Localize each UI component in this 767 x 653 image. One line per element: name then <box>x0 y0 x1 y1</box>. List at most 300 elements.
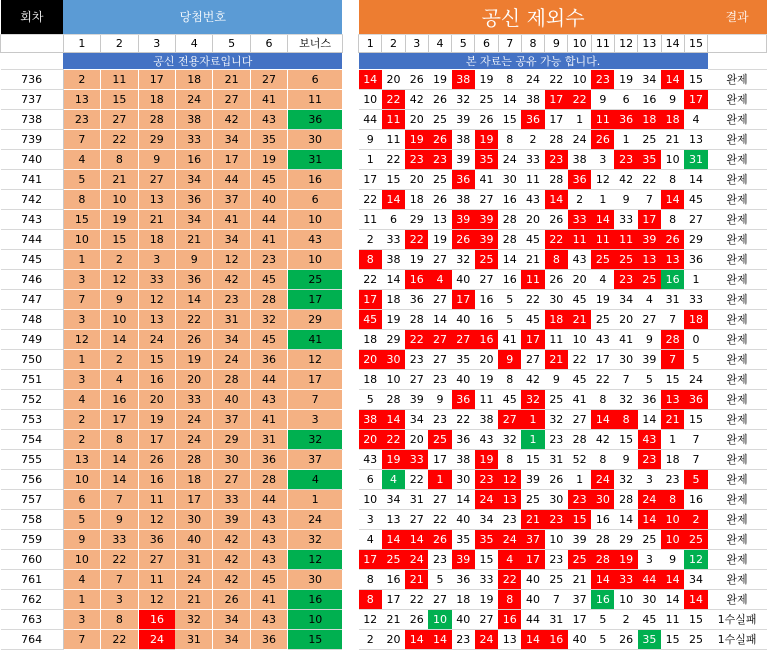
exclusion-number-cell[interactable]: 23 <box>638 449 661 469</box>
exclusion-number-cell[interactable]: 38 <box>452 189 475 209</box>
exclusion-number-cell[interactable]: 31 <box>545 609 568 629</box>
winning-number-cell[interactable]: 31 <box>175 629 212 649</box>
winning-number-cell[interactable]: 2 <box>63 409 100 429</box>
bonus-cell[interactable]: 24 <box>288 509 343 529</box>
exclusion-number-cell[interactable]: 21 <box>405 569 428 589</box>
exclusion-number-cell[interactable]: 20 <box>475 349 498 369</box>
exclusion-number-cell[interactable]: 26 <box>405 69 428 89</box>
winning-number-cell[interactable]: 42 <box>213 109 250 129</box>
exclusion-number-cell[interactable]: 39 <box>452 209 475 229</box>
exclusion-number-cell[interactable]: 35 <box>475 149 498 169</box>
winning-number-cell[interactable]: 33 <box>138 269 175 289</box>
bonus-cell[interactable]: 4 <box>288 469 343 489</box>
exclusion-number-cell[interactable]: 39 <box>452 149 475 169</box>
winning-number-cell[interactable]: 9 <box>101 509 138 529</box>
exclusion-number-cell[interactable]: 40 <box>521 589 544 609</box>
winning-number-cell[interactable]: 7 <box>63 629 100 649</box>
exclusion-number-cell[interactable]: 17 <box>568 609 591 629</box>
result-cell[interactable]: 완제 <box>708 329 767 349</box>
exclusion-number-cell[interactable]: 9 <box>661 89 684 109</box>
winning-number-cell[interactable]: 15 <box>101 89 138 109</box>
winning-number-cell[interactable]: 16 <box>101 389 138 409</box>
winning-number-cell[interactable]: 43 <box>250 549 287 569</box>
exclusion-number-cell[interactable]: 22 <box>568 89 591 109</box>
exclusion-number-cell[interactable]: 5 <box>359 389 382 409</box>
bonus-cell[interactable]: 17 <box>288 369 343 389</box>
winning-number-cell[interactable]: 43 <box>250 389 287 409</box>
winning-number-cell[interactable]: 2 <box>101 249 138 269</box>
exclusion-number-cell[interactable]: 3 <box>359 509 382 529</box>
exclusion-number-cell[interactable]: 26 <box>545 269 568 289</box>
round-cell[interactable]: 738 <box>1 109 64 129</box>
exclusion-number-cell[interactable]: 23 <box>545 149 568 169</box>
exclusion-number-cell[interactable]: 36 <box>638 389 661 409</box>
winning-number-cell[interactable]: 44 <box>250 209 287 229</box>
exclusion-number-cell[interactable]: 13 <box>661 249 684 269</box>
exclusion-number-cell[interactable]: 7 <box>638 189 661 209</box>
round-cell[interactable]: 743 <box>1 209 64 229</box>
round-cell[interactable]: 742 <box>1 189 64 209</box>
winning-number-cell[interactable]: 13 <box>63 89 100 109</box>
exclusion-number-cell[interactable]: 45 <box>568 369 591 389</box>
exclusion-number-cell[interactable]: 27 <box>498 409 521 429</box>
winning-number-cell[interactable]: 26 <box>138 449 175 469</box>
exclusion-number-cell[interactable]: 14 <box>428 629 451 649</box>
result-cell[interactable]: 완제 <box>708 89 767 109</box>
winning-number-cell[interactable]: 23 <box>250 249 287 269</box>
exclusion-number-cell[interactable]: 16 <box>475 309 498 329</box>
winning-number-cell[interactable]: 27 <box>250 69 287 89</box>
round-cell[interactable]: 736 <box>1 69 64 89</box>
winning-number-cell[interactable]: 41 <box>250 589 287 609</box>
winning-number-cell[interactable]: 43 <box>250 529 287 549</box>
winning-number-cell[interactable]: 17 <box>138 69 175 89</box>
exclusion-number-cell[interactable]: 16 <box>498 189 521 209</box>
exclusion-number-cell[interactable]: 44 <box>359 109 382 129</box>
winning-number-cell[interactable]: 3 <box>138 249 175 269</box>
exclusion-number-cell[interactable]: 26 <box>405 609 428 629</box>
winning-number-cell[interactable]: 10 <box>101 309 138 329</box>
exclusion-number-cell[interactable]: 7 <box>684 449 707 469</box>
exclusion-number-cell[interactable]: 14 <box>405 629 428 649</box>
exclusion-number-cell[interactable]: 8 <box>498 69 521 89</box>
exclusion-number-cell[interactable]: 17 <box>545 89 568 109</box>
exclusion-number-cell[interactable]: 23 <box>614 269 637 289</box>
exclusion-number-cell[interactable]: 16 <box>684 489 707 509</box>
exclusion-number-cell[interactable]: 39 <box>452 109 475 129</box>
winning-number-cell[interactable]: 9 <box>138 149 175 169</box>
exclusion-number-cell[interactable]: 14 <box>545 189 568 209</box>
exclusion-number-cell[interactable]: 20 <box>359 349 382 369</box>
winning-number-cell[interactable]: 22 <box>101 129 138 149</box>
exclusion-number-cell[interactable]: 25 <box>684 629 707 649</box>
exclusion-number-cell[interactable]: 15 <box>614 429 637 449</box>
winning-number-cell[interactable]: 4 <box>63 389 100 409</box>
winning-number-cell[interactable]: 29 <box>138 129 175 149</box>
exclusion-number-cell[interactable]: 38 <box>359 409 382 429</box>
result-cell[interactable]: 완제 <box>708 449 767 469</box>
winning-number-cell[interactable]: 17 <box>175 489 212 509</box>
winning-number-cell[interactable]: 33 <box>101 529 138 549</box>
exclusion-number-cell[interactable]: 20 <box>568 269 591 289</box>
winning-number-cell[interactable]: 36 <box>250 629 287 649</box>
exclusion-number-cell[interactable]: 8 <box>359 249 382 269</box>
exclusion-number-cell[interactable]: 35 <box>475 529 498 549</box>
exclusion-number-cell[interactable]: 34 <box>382 489 405 509</box>
exclusion-number-cell[interactable]: 33 <box>568 209 591 229</box>
winning-number-cell[interactable]: 30 <box>213 449 250 469</box>
round-cell[interactable]: 763 <box>1 609 64 629</box>
exclusion-number-cell[interactable]: 34 <box>684 569 707 589</box>
exclusion-number-cell[interactable]: 33 <box>405 449 428 469</box>
exclusion-number-cell[interactable]: 10 <box>661 529 684 549</box>
exclusion-number-cell[interactable]: 4 <box>359 529 382 549</box>
result-cell[interactable]: 완제 <box>708 69 767 89</box>
winning-number-cell[interactable]: 10 <box>63 469 100 489</box>
exclusion-number-cell[interactable]: 16 <box>661 269 684 289</box>
exclusion-number-cell[interactable]: 11 <box>382 129 405 149</box>
round-cell[interactable]: 754 <box>1 429 64 449</box>
result-cell[interactable]: 완제 <box>708 169 767 189</box>
exclusion-number-cell[interactable]: 13 <box>498 629 521 649</box>
exclusion-number-cell[interactable]: 4 <box>382 469 405 489</box>
exclusion-number-cell[interactable]: 1 <box>661 429 684 449</box>
exclusion-number-cell[interactable]: 14 <box>405 529 428 549</box>
winning-number-cell[interactable]: 2 <box>101 349 138 369</box>
winning-number-cell[interactable]: 19 <box>250 149 287 169</box>
exclusion-number-cell[interactable]: 27 <box>452 329 475 349</box>
exclusion-number-cell[interactable]: 9 <box>638 329 661 349</box>
exclusion-number-cell[interactable]: 17 <box>452 289 475 309</box>
exclusion-number-cell[interactable]: 45 <box>521 309 544 329</box>
exclusion-number-cell[interactable]: 14 <box>428 309 451 329</box>
exclusion-number-cell[interactable]: 11 <box>521 169 544 189</box>
exclusion-number-cell[interactable]: 28 <box>382 389 405 409</box>
exclusion-number-cell[interactable]: 9 <box>545 369 568 389</box>
exclusion-number-cell[interactable]: 25 <box>638 529 661 549</box>
round-cell[interactable]: 758 <box>1 509 64 529</box>
exclusion-number-cell[interactable]: 27 <box>428 589 451 609</box>
exclusion-number-cell[interactable]: 28 <box>568 429 591 449</box>
exclusion-number-cell[interactable]: 18 <box>359 369 382 389</box>
exclusion-number-cell[interactable]: 19 <box>428 229 451 249</box>
exclusion-number-cell[interactable]: 33 <box>475 569 498 589</box>
winning-number-cell[interactable]: 26 <box>175 329 212 349</box>
winning-number-cell[interactable]: 45 <box>250 569 287 589</box>
exclusion-number-cell[interactable]: 45 <box>638 609 661 629</box>
exclusion-number-cell[interactable]: 24 <box>591 469 614 489</box>
winning-number-cell[interactable]: 44 <box>250 489 287 509</box>
exclusion-number-cell[interactable]: 18 <box>638 109 661 129</box>
result-cell[interactable]: 완제 <box>708 249 767 269</box>
winning-number-cell[interactable]: 31 <box>213 309 250 329</box>
exclusion-number-cell[interactable]: 33 <box>521 149 544 169</box>
exclusion-number-cell[interactable]: 31 <box>661 289 684 309</box>
result-cell[interactable]: 완제 <box>708 589 767 609</box>
exclusion-number-cell[interactable]: 12 <box>591 169 614 189</box>
exclusion-number-cell[interactable]: 26 <box>591 129 614 149</box>
winning-number-cell[interactable]: 1 <box>63 249 100 269</box>
exclusion-number-cell[interactable]: 15 <box>684 69 707 89</box>
exclusion-number-cell[interactable]: 14 <box>661 69 684 89</box>
winning-number-cell[interactable]: 34 <box>213 229 250 249</box>
exclusion-number-cell[interactable]: 37 <box>521 529 544 549</box>
exclusion-number-cell[interactable]: 8 <box>661 209 684 229</box>
exclusion-number-cell[interactable]: 8 <box>661 169 684 189</box>
exclusion-number-cell[interactable]: 28 <box>591 549 614 569</box>
result-cell[interactable]: 완제 <box>708 569 767 589</box>
exclusion-number-cell[interactable]: 14 <box>638 509 661 529</box>
exclusion-number-cell[interactable]: 22 <box>359 269 382 289</box>
exclusion-number-cell[interactable]: 1 <box>568 109 591 129</box>
exclusion-number-cell[interactable]: 30 <box>452 469 475 489</box>
exclusion-number-cell[interactable]: 13 <box>684 129 707 149</box>
exclusion-number-cell[interactable]: 45 <box>498 389 521 409</box>
winning-number-cell[interactable]: 28 <box>138 109 175 129</box>
exclusion-number-cell[interactable]: 2 <box>359 229 382 249</box>
exclusion-number-cell[interactable]: 38 <box>568 149 591 169</box>
round-cell[interactable]: 745 <box>1 249 64 269</box>
exclusion-number-cell[interactable]: 30 <box>545 289 568 309</box>
winning-number-cell[interactable]: 27 <box>138 169 175 189</box>
exclusion-number-cell[interactable]: 17 <box>359 549 382 569</box>
exclusion-number-cell[interactable]: 9 <box>428 389 451 409</box>
exclusion-number-cell[interactable]: 20 <box>359 429 382 449</box>
exclusion-number-cell[interactable]: 23 <box>498 509 521 529</box>
exclusion-number-cell[interactable]: 22 <box>545 69 568 89</box>
exclusion-number-cell[interactable]: 14 <box>382 409 405 429</box>
exclusion-number-cell[interactable]: 38 <box>475 409 498 429</box>
exclusion-number-cell[interactable]: 23 <box>545 509 568 529</box>
exclusion-number-cell[interactable]: 22 <box>405 589 428 609</box>
exclusion-number-cell[interactable]: 23 <box>405 349 428 369</box>
exclusion-number-cell[interactable]: 8 <box>591 389 614 409</box>
bonus-cell[interactable]: 36 <box>288 109 343 129</box>
exclusion-number-cell[interactable]: 7 <box>545 589 568 609</box>
exclusion-number-cell[interactable]: 29 <box>382 329 405 349</box>
winning-number-cell[interactable]: 21 <box>213 69 250 89</box>
result-cell[interactable]: 완제 <box>708 429 767 449</box>
round-cell[interactable]: 749 <box>1 329 64 349</box>
winning-number-cell[interactable]: 35 <box>250 129 287 149</box>
exclusion-number-cell[interactable]: 27 <box>428 329 451 349</box>
winning-number-cell[interactable]: 6 <box>63 489 100 509</box>
exclusion-number-cell[interactable]: 17 <box>521 549 544 569</box>
exclusion-number-cell[interactable]: 35 <box>452 349 475 369</box>
exclusion-number-cell[interactable]: 30 <box>638 589 661 609</box>
winning-number-cell[interactable]: 24 <box>138 329 175 349</box>
exclusion-number-cell[interactable]: 9 <box>614 449 637 469</box>
exclusion-number-cell[interactable]: 6 <box>614 89 637 109</box>
exclusion-number-cell[interactable]: 44 <box>521 609 544 629</box>
exclusion-number-cell[interactable]: 21 <box>661 129 684 149</box>
exclusion-number-cell[interactable]: 6 <box>382 209 405 229</box>
exclusion-number-cell[interactable]: 26 <box>428 529 451 549</box>
exclusion-number-cell[interactable]: 2 <box>359 629 382 649</box>
winning-number-cell[interactable]: 33 <box>175 389 212 409</box>
exclusion-number-cell[interactable]: 27 <box>405 509 428 529</box>
exclusion-number-cell[interactable]: 22 <box>638 169 661 189</box>
exclusion-number-cell[interactable]: 25 <box>382 549 405 569</box>
exclusion-number-cell[interactable]: 19 <box>405 129 428 149</box>
exclusion-number-cell[interactable]: 8 <box>359 569 382 589</box>
exclusion-number-cell[interactable]: 19 <box>475 449 498 469</box>
exclusion-number-cell[interactable]: 15 <box>661 629 684 649</box>
exclusion-number-cell[interactable]: 25 <box>428 429 451 449</box>
exclusion-number-cell[interactable]: 22 <box>405 469 428 489</box>
winning-number-cell[interactable]: 17 <box>101 409 138 429</box>
exclusion-number-cell[interactable]: 8 <box>661 489 684 509</box>
exclusion-number-cell[interactable]: 24 <box>521 69 544 89</box>
bonus-cell[interactable]: 6 <box>288 189 343 209</box>
winning-number-cell[interactable]: 36 <box>250 349 287 369</box>
exclusion-number-cell[interactable]: 39 <box>568 529 591 549</box>
exclusion-number-cell[interactable]: 28 <box>405 309 428 329</box>
winning-number-cell[interactable]: 19 <box>101 209 138 229</box>
winning-number-cell[interactable]: 14 <box>101 449 138 469</box>
exclusion-number-cell[interactable]: 32 <box>545 409 568 429</box>
exclusion-number-cell[interactable]: 16 <box>498 609 521 629</box>
round-cell[interactable]: 753 <box>1 409 64 429</box>
winning-number-cell[interactable]: 12 <box>213 249 250 269</box>
winning-number-cell[interactable]: 11 <box>138 569 175 589</box>
exclusion-number-cell[interactable]: 6 <box>359 469 382 489</box>
exclusion-number-cell[interactable]: 4 <box>684 109 707 129</box>
result-cell[interactable]: 완제 <box>708 409 767 429</box>
exclusion-number-cell[interactable]: 30 <box>382 349 405 369</box>
exclusion-number-cell[interactable]: 21 <box>568 569 591 589</box>
exclusion-number-cell[interactable]: 14 <box>498 89 521 109</box>
exclusion-number-cell[interactable]: 13 <box>428 209 451 229</box>
exclusion-number-cell[interactable]: 39 <box>405 389 428 409</box>
winning-number-cell[interactable]: 16 <box>175 149 212 169</box>
winning-number-cell[interactable]: 18 <box>175 69 212 89</box>
exclusion-number-cell[interactable]: 17 <box>521 329 544 349</box>
winning-number-cell[interactable]: 15 <box>101 229 138 249</box>
winning-number-cell[interactable]: 9 <box>63 529 100 549</box>
exclusion-number-cell[interactable]: 41 <box>568 389 591 409</box>
winning-number-cell[interactable]: 18 <box>138 229 175 249</box>
exclusion-number-cell[interactable]: 40 <box>521 569 544 589</box>
exclusion-number-cell[interactable]: 32 <box>521 389 544 409</box>
exclusion-number-cell[interactable]: 27 <box>428 289 451 309</box>
exclusion-number-cell[interactable]: 23 <box>405 149 428 169</box>
exclusion-number-cell[interactable]: 15 <box>684 409 707 429</box>
winning-number-cell[interactable]: 45 <box>250 329 287 349</box>
exclusion-number-cell[interactable]: 15 <box>684 609 707 629</box>
winning-number-cell[interactable]: 23 <box>63 109 100 129</box>
exclusion-number-cell[interactable]: 16 <box>591 589 614 609</box>
result-cell[interactable]: 완제 <box>708 549 767 569</box>
exclusion-number-cell[interactable]: 24 <box>568 129 591 149</box>
exclusion-number-cell[interactable]: 25 <box>475 249 498 269</box>
exclusion-number-cell[interactable]: 25 <box>428 109 451 129</box>
winning-number-cell[interactable]: 24 <box>138 629 175 649</box>
exclusion-number-cell[interactable]: 19 <box>591 289 614 309</box>
winning-number-cell[interactable]: 4 <box>63 149 100 169</box>
exclusion-number-cell[interactable]: 10 <box>661 509 684 529</box>
exclusion-number-cell[interactable]: 28 <box>661 329 684 349</box>
exclusion-number-cell[interactable]: 10 <box>568 329 591 349</box>
winning-number-cell[interactable]: 21 <box>101 169 138 189</box>
bonus-cell[interactable]: 41 <box>288 329 343 349</box>
round-cell[interactable]: 740 <box>1 149 64 169</box>
winning-number-cell[interactable]: 44 <box>250 369 287 389</box>
winning-number-cell[interactable]: 4 <box>101 369 138 389</box>
exclusion-number-cell[interactable]: 39 <box>452 549 475 569</box>
exclusion-number-cell[interactable]: 15 <box>382 169 405 189</box>
winning-number-cell[interactable]: 39 <box>213 509 250 529</box>
exclusion-number-cell[interactable]: 27 <box>521 349 544 369</box>
exclusion-number-cell[interactable]: 38 <box>452 69 475 89</box>
winning-number-cell[interactable]: 34 <box>175 169 212 189</box>
exclusion-number-cell[interactable]: 39 <box>521 469 544 489</box>
exclusion-number-cell[interactable]: 43 <box>475 429 498 449</box>
bonus-cell[interactable]: 12 <box>288 549 343 569</box>
winning-number-cell[interactable]: 8 <box>101 609 138 629</box>
result-cell[interactable]: 완제 <box>708 509 767 529</box>
exclusion-number-cell[interactable]: 29 <box>684 229 707 249</box>
exclusion-number-cell[interactable]: 42 <box>614 169 637 189</box>
round-cell[interactable]: 739 <box>1 129 64 149</box>
winning-number-cell[interactable]: 33 <box>175 129 212 149</box>
exclusion-number-cell[interactable]: 1 <box>614 129 637 149</box>
exclusion-number-cell[interactable]: 14 <box>591 409 614 429</box>
exclusion-number-cell[interactable]: 11 <box>475 389 498 409</box>
exclusion-number-cell[interactable]: 20 <box>405 429 428 449</box>
exclusion-number-cell[interactable]: 30 <box>498 169 521 189</box>
round-cell[interactable]: 751 <box>1 369 64 389</box>
exclusion-number-cell[interactable]: 43 <box>521 189 544 209</box>
exclusion-number-cell[interactable]: 15 <box>475 549 498 569</box>
winning-number-cell[interactable]: 37 <box>213 189 250 209</box>
bonus-cell[interactable]: 31 <box>288 149 343 169</box>
exclusion-number-cell[interactable]: 36 <box>684 389 707 409</box>
round-cell[interactable]: 757 <box>1 489 64 509</box>
winning-number-cell[interactable]: 29 <box>213 429 250 449</box>
exclusion-number-cell[interactable]: 32 <box>498 429 521 449</box>
winning-number-cell[interactable]: 15 <box>138 349 175 369</box>
exclusion-number-cell[interactable]: 23 <box>428 549 451 569</box>
exclusion-number-cell[interactable]: 23 <box>545 549 568 569</box>
exclusion-number-cell[interactable]: 20 <box>405 109 428 129</box>
exclusion-number-cell[interactable]: 16 <box>475 329 498 349</box>
exclusion-number-cell[interactable]: 14 <box>382 189 405 209</box>
exclusion-number-cell[interactable]: 5 <box>591 609 614 629</box>
exclusion-number-cell[interactable]: 43 <box>359 449 382 469</box>
exclusion-number-cell[interactable]: 26 <box>475 109 498 129</box>
exclusion-number-cell[interactable]: 14 <box>614 509 637 529</box>
winning-number-cell[interactable]: 1 <box>63 349 100 369</box>
exclusion-number-cell[interactable]: 41 <box>498 329 521 349</box>
exclusion-number-cell[interactable]: 40 <box>452 609 475 629</box>
exclusion-number-cell[interactable]: 20 <box>382 629 405 649</box>
exclusion-number-cell[interactable]: 10 <box>359 89 382 109</box>
exclusion-number-cell[interactable]: 21 <box>545 349 568 369</box>
bonus-cell[interactable]: 16 <box>288 169 343 189</box>
exclusion-number-cell[interactable]: 22 <box>382 89 405 109</box>
exclusion-number-cell[interactable]: 5 <box>684 349 707 369</box>
exclusion-number-cell[interactable]: 1 <box>521 409 544 429</box>
winning-number-cell[interactable]: 14 <box>101 329 138 349</box>
result-cell[interactable]: 완제 <box>708 209 767 229</box>
winning-number-cell[interactable]: 24 <box>175 429 212 449</box>
exclusion-number-cell[interactable]: 7 <box>661 309 684 329</box>
exclusion-number-cell[interactable]: 22 <box>382 429 405 449</box>
exclusion-number-cell[interactable]: 5 <box>684 469 707 489</box>
exclusion-number-cell[interactable]: 5 <box>498 309 521 329</box>
winning-number-cell[interactable]: 15 <box>63 209 100 229</box>
